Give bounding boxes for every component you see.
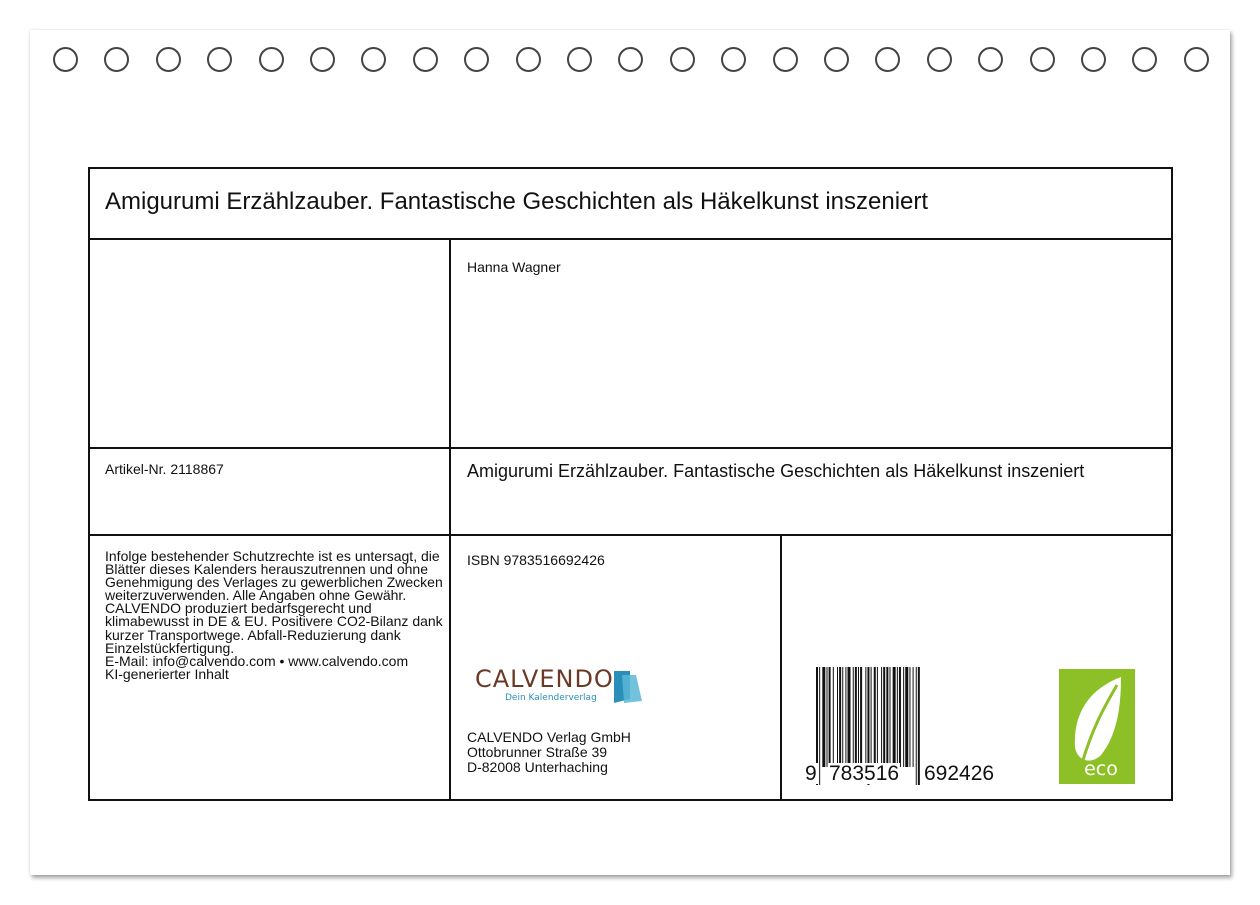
ai-content-note: KI-generierter Inhalt	[105, 665, 229, 682]
binding-ring	[464, 47, 489, 72]
isbn: ISBN 9783516692426	[467, 552, 605, 568]
binding-ring	[978, 47, 1003, 72]
calendar-title-repeat: Amigurumi Erzählzauber. Fantastische Geschichten als Häkelkunst inszeniert	[467, 461, 1085, 481]
barcode-bar	[918, 667, 920, 785]
barcode-bar	[855, 667, 857, 767]
binding-ring	[618, 47, 643, 72]
barcode-bar	[839, 667, 841, 767]
calvendo-logo	[475, 665, 635, 710]
divider-legal	[90, 534, 1171, 536]
logo-mark-icon	[610, 669, 644, 705]
barcode-bar	[822, 667, 825, 767]
logo-tagline: Dein Kalenderverlag	[505, 693, 597, 703]
barcode-bar	[858, 667, 859, 767]
binding-ring	[567, 47, 592, 72]
legal-line: Infolge bestehender Schutzrechte ist es untersagt, die Blätter dieses Kalenders herauszutrennen und ohne Genehmigung des Verlages zu gewerblichen Zwecken weiterzuverwenden. Alle Angaben ohne Gewähr.	[105, 548, 443, 604]
info-card	[88, 167, 1173, 801]
barcode-bar	[903, 667, 904, 767]
barcode-bar	[899, 667, 901, 767]
barcode-bar	[827, 667, 828, 767]
barcode-bar	[819, 667, 820, 785]
publisher-name: CALVENDO Verlag GmbH	[467, 729, 631, 745]
binding-ring	[670, 47, 695, 72]
binding-ring	[259, 47, 284, 72]
binding-ring	[361, 47, 386, 72]
calendar-title: Amigurumi Erzählzauber. Fantastische Geschichten als Häkelkunst inszeniert	[105, 188, 929, 215]
binding-ring	[824, 47, 849, 72]
binding-ring	[1184, 47, 1209, 72]
barcode-bar	[874, 667, 876, 767]
barcode-bar	[913, 667, 914, 767]
barcode-bar	[837, 667, 838, 767]
barcode-bar	[865, 667, 866, 767]
barcode-bar	[877, 667, 878, 767]
binding-rings	[0, 47, 1260, 73]
legal-notice	[105, 550, 445, 681]
article-number: Artikel-Nr. 2118867	[105, 461, 224, 477]
binding-ring	[413, 47, 438, 72]
barcode-digits-left: 783516	[829, 762, 900, 785]
binding-ring	[516, 47, 541, 72]
barcode-bar	[829, 667, 831, 767]
barcode-bar	[833, 667, 834, 767]
barcode-bar	[909, 667, 910, 767]
logo-wordmark: CALVENDO	[475, 665, 614, 693]
binding-ring	[104, 47, 129, 72]
binding-ring	[156, 47, 181, 72]
barcode-bar	[848, 667, 851, 767]
leaf-icon	[1059, 669, 1135, 784]
binding-ring	[207, 47, 232, 72]
eco-badge	[1059, 669, 1135, 784]
barcode-digits-right: 692426	[924, 762, 995, 785]
author-name: Hanna Wagner	[467, 259, 561, 275]
barcode-digit-first: 9	[805, 762, 817, 785]
contact-line: E-Mail: info@calvendo.com • www.calvendo.com	[105, 652, 409, 669]
divider-title	[90, 238, 1171, 240]
barcode-bar	[842, 667, 843, 767]
publisher-city: D-82008 Unterhaching	[467, 759, 608, 775]
barcode-bar	[897, 667, 898, 767]
barcode-bar	[905, 667, 908, 767]
barcode-bar	[893, 667, 896, 767]
ean-barcode	[802, 667, 1012, 787]
binding-ring	[1030, 47, 1055, 72]
binding-ring	[875, 47, 900, 72]
binding-ring	[773, 47, 798, 72]
barcode-bar	[860, 667, 862, 767]
binding-ring	[53, 47, 78, 72]
publisher-address	[467, 730, 631, 775]
barcode-bar	[916, 667, 917, 785]
divider-column	[449, 238, 451, 801]
binding-ring	[1081, 47, 1106, 72]
barcode-bar	[871, 667, 872, 767]
binding-ring	[721, 47, 746, 72]
barcode-bar	[883, 667, 885, 767]
barcode-bar	[853, 667, 854, 767]
eco-label: eco	[1084, 758, 1118, 780]
binding-ring	[927, 47, 952, 72]
divider-barcode-column	[780, 534, 782, 801]
binding-ring	[1132, 47, 1157, 72]
barcode-bar	[881, 667, 882, 767]
binding-ring	[310, 47, 335, 72]
divider-article	[90, 447, 1171, 449]
barcode-bar	[845, 667, 846, 767]
publisher-street: Ottobrunner Straße 39	[467, 744, 608, 760]
barcode-bar	[890, 667, 891, 767]
barcode-bar	[886, 667, 888, 767]
legal-line: CALVENDO produziert bedarfsgerecht und klimabewusst in DE & EU. Positivere CO2-Bilanz dank kurzer Transportwege. Abfall-Reduzierung dank Einzelstückfertigung.	[105, 600, 443, 656]
